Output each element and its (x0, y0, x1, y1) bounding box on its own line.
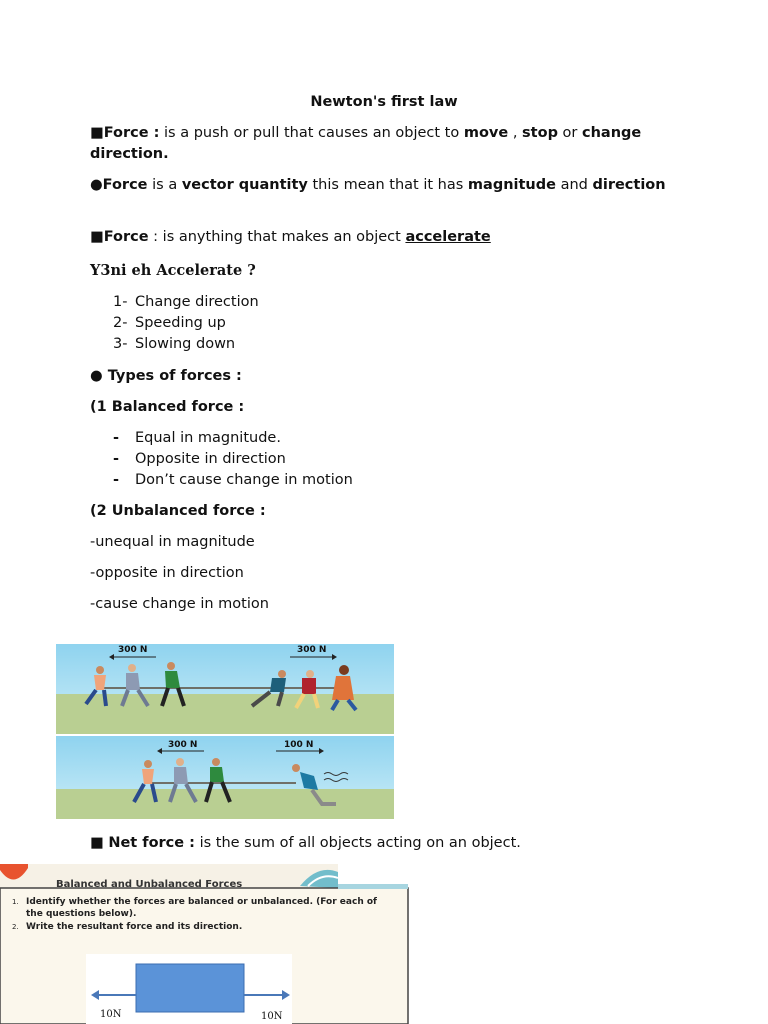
worksheet-item: 1. Identify whether the forces are balanced or unbalanced. (For each of the questions below). (12, 897, 377, 919)
square-bullet: ■ (90, 125, 104, 141)
list-item: Don’t cause change in motion (135, 472, 353, 488)
force-vector-note: ●Force is a vector quantity this mean that it has magnitude and direction (90, 177, 666, 193)
tug-of-war-image (56, 644, 394, 819)
types-of-forces-heading: ● Types of forces : (90, 368, 242, 384)
force-label: 300 N (297, 645, 327, 655)
right-force-label: 10N (261, 1011, 283, 1022)
list-item: -unequal in magnitude (90, 534, 255, 550)
circle-bullet: ● (90, 177, 103, 193)
unbalanced-force-heading: (2 Unbalanced force : (90, 503, 266, 519)
force-label: 300 N (168, 740, 198, 750)
page-title: Newton's first law (310, 94, 458, 110)
balanced-force-heading: (1 Balanced force : (90, 399, 245, 415)
list-item: -opposite in direction (90, 565, 244, 581)
list-item: -cause change in motion (90, 596, 269, 612)
list-dash: - (113, 430, 120, 446)
list-dash: - (113, 472, 120, 488)
worksheet-image (0, 864, 410, 1024)
list-item: Slowing down (135, 336, 236, 352)
list-item: Opposite in direction (135, 451, 286, 467)
square-bullet: ■ (90, 229, 104, 245)
force-label: 100 N (284, 740, 314, 750)
list-item: Change direction (135, 294, 259, 310)
list-number: 1- (113, 294, 128, 310)
force-label: 300 N (118, 645, 148, 655)
worksheet-item: 2. Write the resultant force and its direction. (12, 922, 243, 932)
force-accelerate-note: ■Force : is anything that makes an object accelerate (90, 229, 491, 245)
net-force-definition: ■ Net force : is the sum of all objects acting on an object. (90, 835, 521, 851)
list-number: 2- (113, 315, 128, 331)
accelerate-question: Y3ni eh Accelerate ? (90, 262, 256, 279)
list-item: Speeding up (135, 315, 226, 331)
square-bullet: ■ (90, 835, 104, 851)
worksheet-title: Balanced and Unbalanced Forces (56, 879, 243, 890)
list-dash: - (113, 451, 120, 467)
list-item: Equal in magnitude. (135, 430, 281, 446)
left-force-label: 10N (100, 1009, 122, 1020)
force-definition: ■Force : is a push or pull that causes an object to move , stop or change direction. (90, 125, 642, 162)
list-number: 3- (113, 336, 128, 352)
